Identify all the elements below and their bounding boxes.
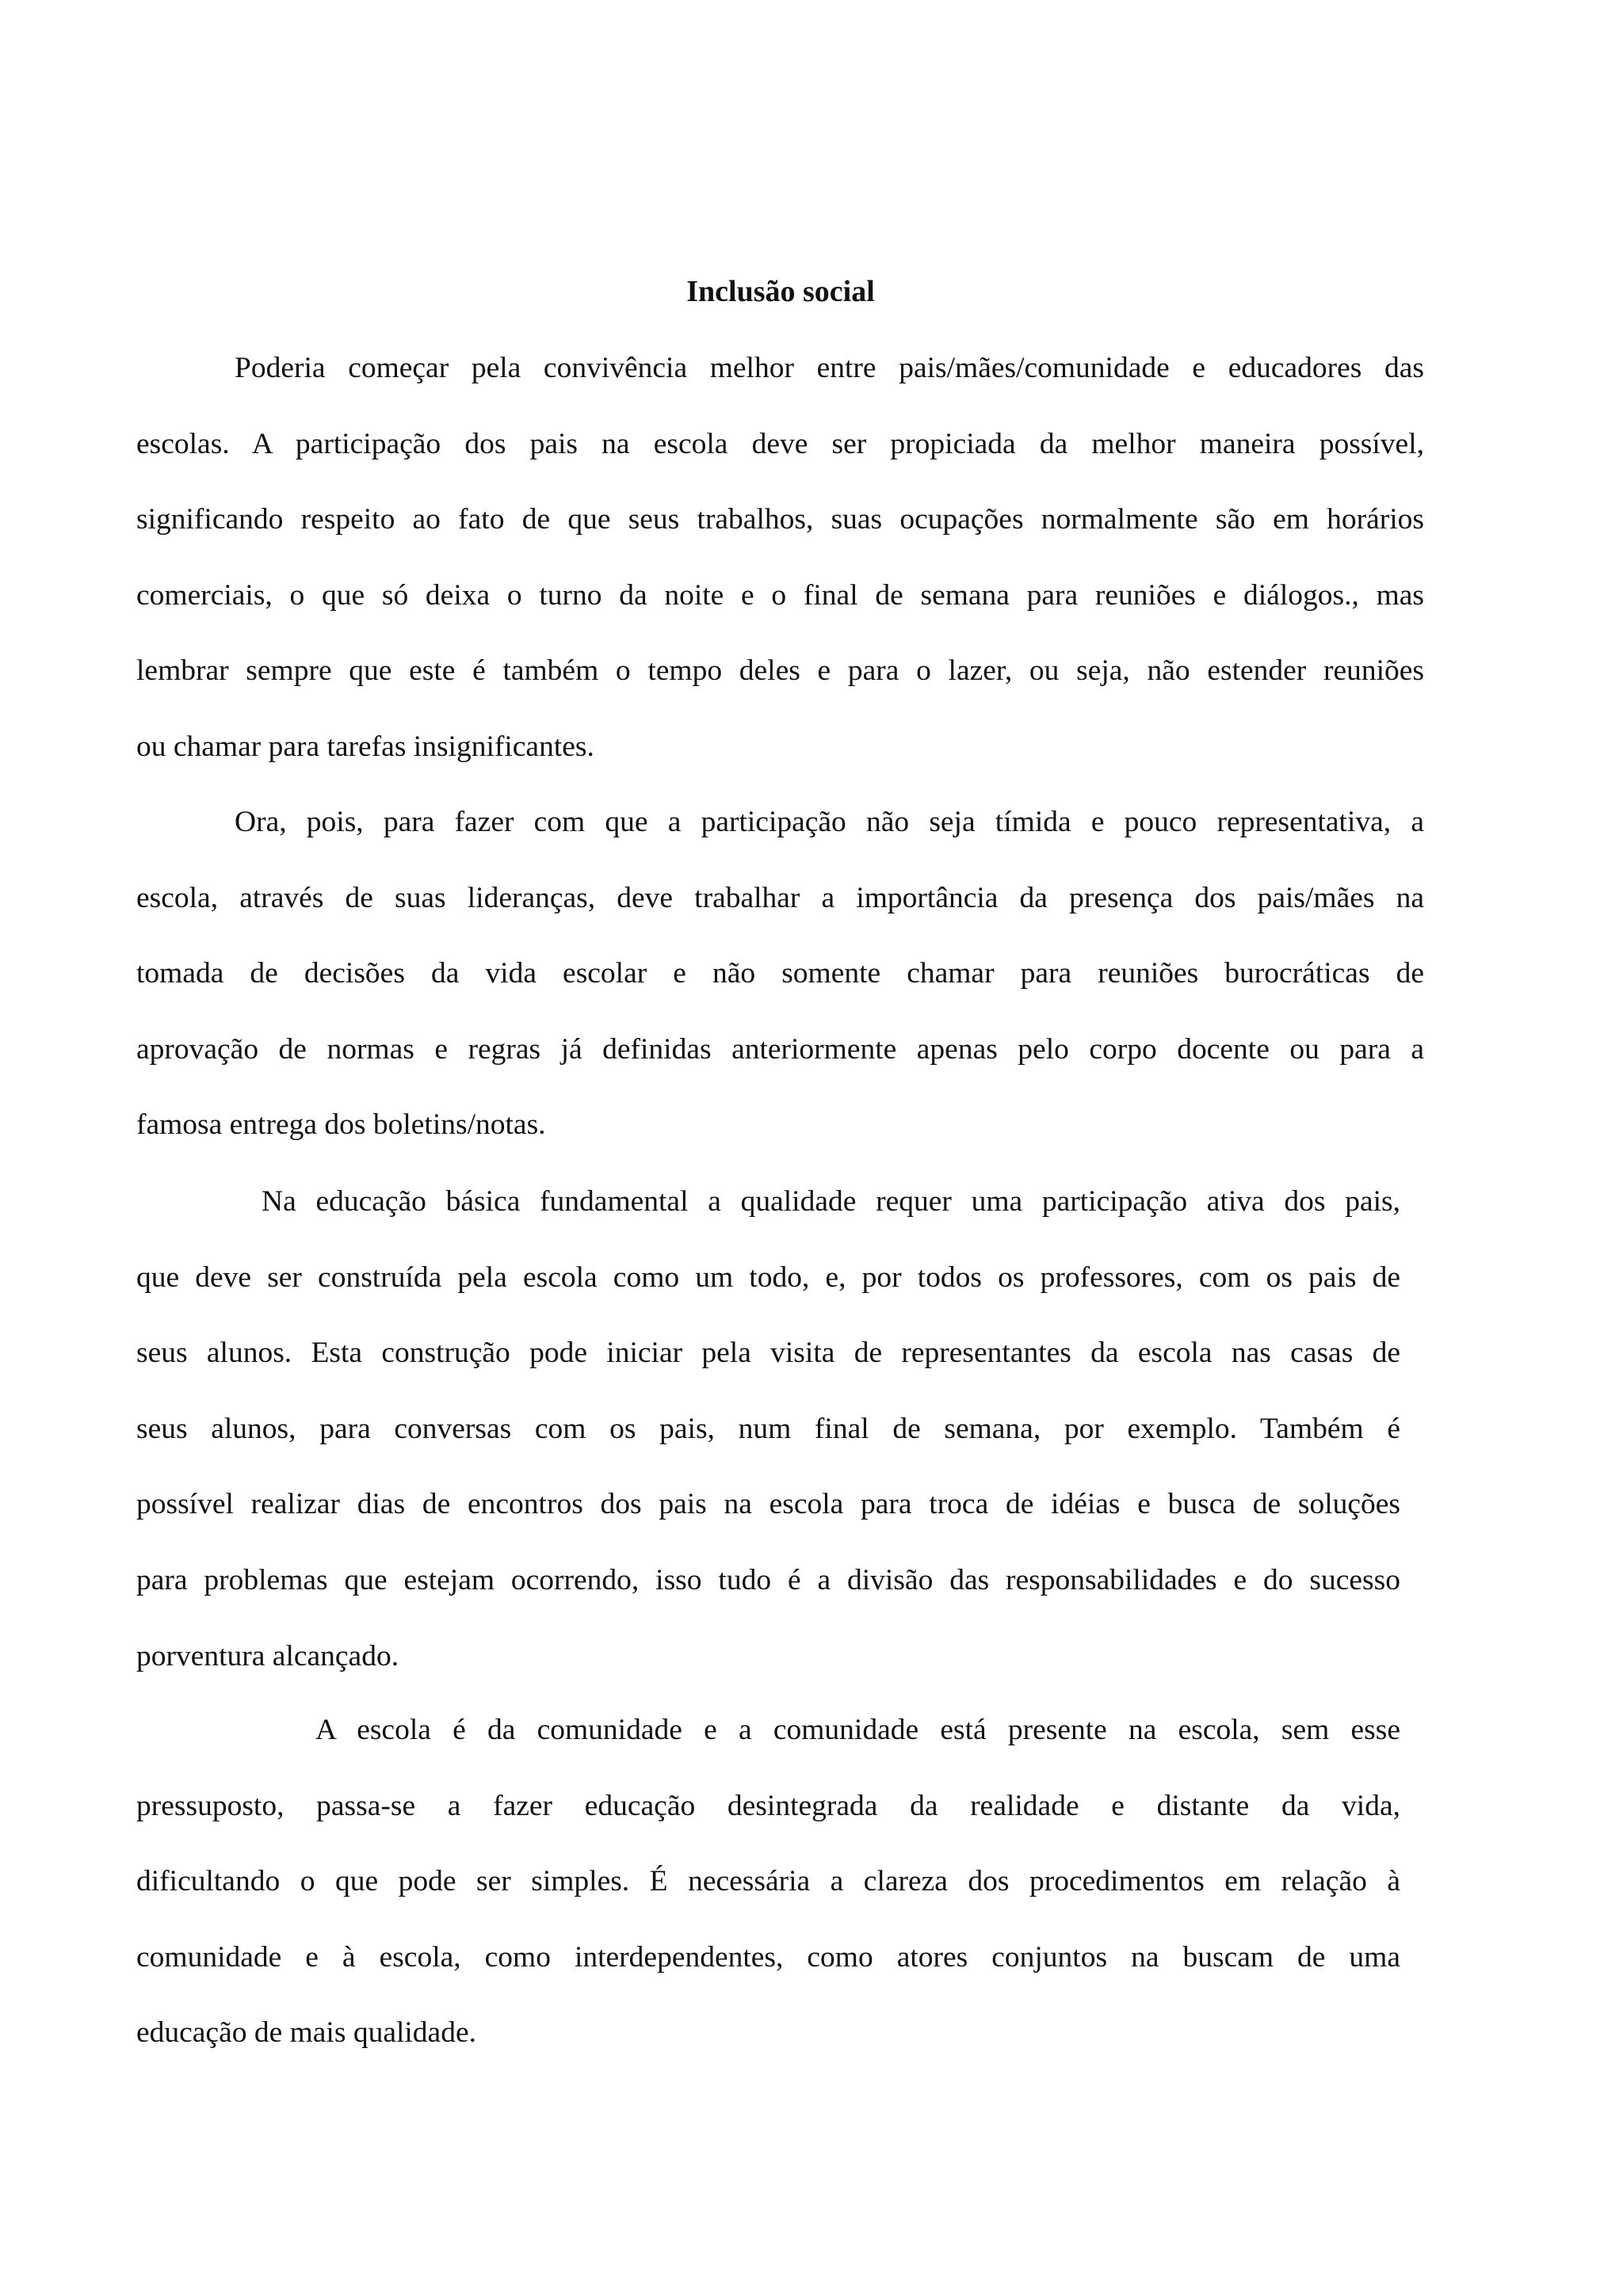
paragraph-line: A escola é da comunidade e a comunidade está presente na escola, sem esse bbox=[315, 1714, 1400, 1746]
paragraph-line: significando respeito ao fato de que seus trabalhos, suas ocupações normalmente são em horários bbox=[136, 503, 1424, 536]
paragraph-line: aprovação de normas e regras já definidas anteriormente apenas pelo corpo docente ou para a bbox=[136, 1032, 1424, 1066]
paragraph-1 bbox=[136, 330, 1424, 785]
paragraph-line: comerciais, o que só deixa o turno da noite e o final de semana para reuniões e diálogos., mas bbox=[136, 578, 1424, 612]
paragraph-line: escola, através de suas lideranças, deve trabalhar a importância da presença dos pais/mães na bbox=[136, 881, 1424, 914]
paragraph-line: tomada de decisões da vida escolar e não somente chamar para reuniões burocráticas de bbox=[136, 957, 1424, 990]
paragraph-line: comunidade e à escola, como interdependentes, como atores conjuntos na buscam de uma bbox=[136, 1940, 1400, 1974]
paragraph-line: seus alunos, para conversas com os pais, num final de semana, por exemplo. Também é bbox=[136, 1412, 1400, 1445]
paragraph-line: Na educação básica fundamental a qualidade requer uma participação ativa dos pais, bbox=[262, 1185, 1400, 1218]
paragraph-line: famosa entrega dos boletins/notas. bbox=[136, 1108, 546, 1142]
paragraph-4 bbox=[136, 1692, 1400, 2071]
document-title: Inclusão social bbox=[686, 275, 875, 308]
paragraph-3 bbox=[136, 1164, 1400, 1694]
paragraph-line: lembrar sempre que este é também o tempo deles e para o lazer, ou seja, não estender reuniões bbox=[136, 654, 1424, 688]
paragraph-line: possível realizar dias de encontros dos pais na escola para troca de idéias e busca de soluções bbox=[136, 1488, 1400, 1521]
paragraph-line: que deve ser construída pela escola como um todo, e, por todos os professores, com os pais de bbox=[136, 1261, 1400, 1294]
paragraph-line: pressuposto, passa-se a fazer educação desintegrada da realidade e distante da vida, bbox=[136, 1789, 1400, 1822]
paragraph-line: Ora, pois, para fazer com que a participação não seja tímida e pouco representativa, a bbox=[235, 806, 1424, 838]
paragraph-line: educação de mais qualidade. bbox=[136, 2016, 476, 2050]
paragraph-line: seus alunos. Esta construção pode iniciar pela visita de representantes da escola nas casas de bbox=[136, 1337, 1400, 1370]
paragraph-line: ou chamar para tarefas insignificantes. bbox=[136, 730, 594, 763]
paragraph-line: escolas. A participação dos pais na escola deve ser propiciada da melhor maneira possível, bbox=[136, 427, 1424, 460]
paragraph-line: porventura alcançado. bbox=[136, 1639, 399, 1672]
paragraph-2 bbox=[136, 784, 1424, 1163]
paragraph-line: Poderia começar pela convivência melhor entre pais/mães/comunidade e educadores das bbox=[235, 352, 1424, 384]
paragraph-line: para problemas que estejam ocorrendo, isso tudo é a divisão das responsabilidades e do sucesso bbox=[136, 1563, 1400, 1596]
paragraph-line: dificultando o que pode ser simples. É necessária a clareza dos procedimentos em relação à bbox=[136, 1865, 1400, 1898]
